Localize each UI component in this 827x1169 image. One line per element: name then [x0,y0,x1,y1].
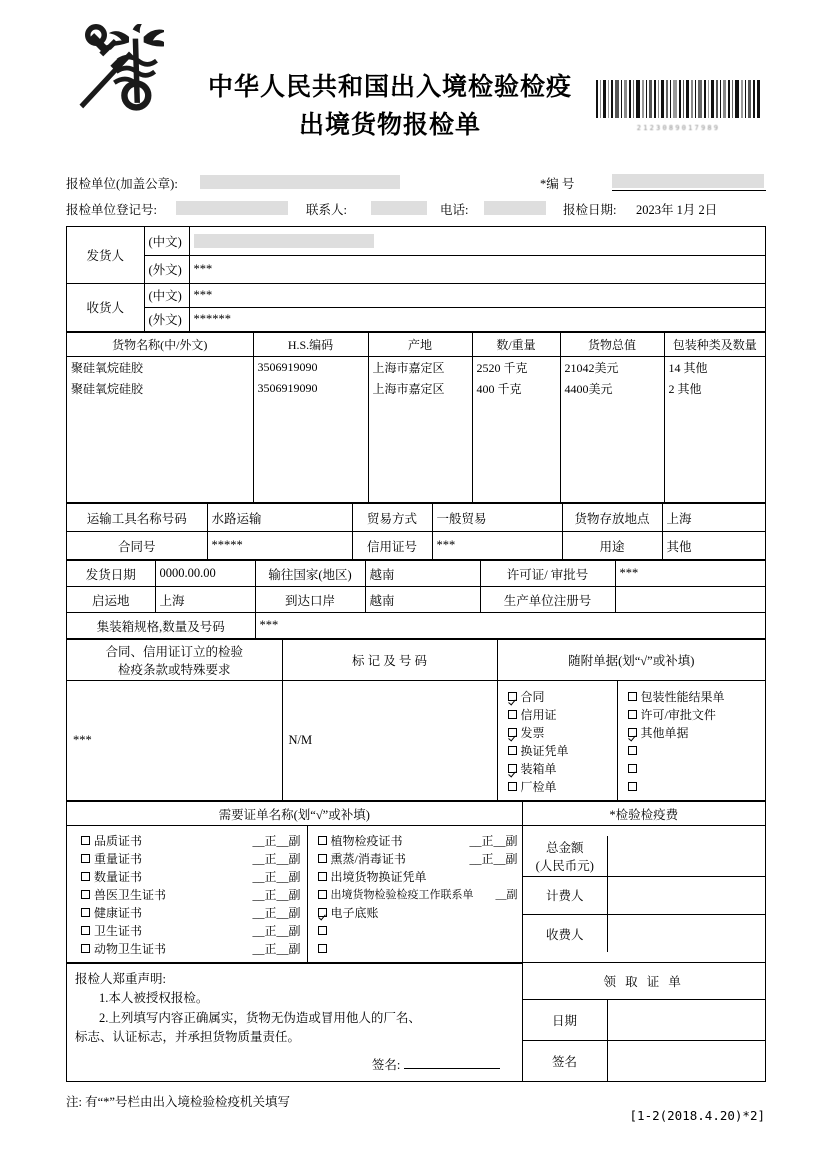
checkbox-factory-inspection[interactable] [508,782,517,791]
certificates-right [307,826,522,963]
marks-value: N/M [282,681,497,801]
checkbox-item[interactable]: 包装性能结果单 [628,688,762,706]
declaration-signature-label: 签名: [371,1057,401,1072]
contact-value-redacted [371,201,427,215]
phone-label: 电话: [440,203,469,217]
checkbox-license-document[interactable] [628,710,637,719]
checkbox-item[interactable] [628,742,762,760]
goods-name: 聚硅氧烷硅胶 [67,356,253,378]
number-value-redacted [612,174,764,188]
top-fields [66,172,766,221]
checkbox-item[interactable]: 装箱单 [508,760,613,778]
consignee-cn-tag: (中文) [144,283,189,307]
checkbox-sanitary-certificate[interactable] [81,926,90,935]
checkbox-item[interactable]: 厂检单 [508,778,613,796]
checkbox-cert-blank-2[interactable] [318,944,327,953]
receipt-signature-value[interactable] [607,1040,765,1081]
barcode-number: 2123089017989 [636,124,721,132]
use-label: 用途 [562,532,662,560]
consignee-fn-tag: (外文) [144,307,189,331]
fee-calculator-value [608,876,765,914]
goods-qty: 400 千克 [472,378,560,399]
marks-header: 标 记 及 号 码 [282,640,497,681]
use-value: 其他 [662,532,765,560]
document-header [0,0,827,150]
checkbox-export-liaison-form[interactable] [318,890,327,899]
container-value: *** [255,613,765,639]
number-label: *编 号 [540,177,575,191]
checkbox-item[interactable]: 信用证 [508,706,613,724]
checkbox-item[interactable]: 动物卫生证书 __正__副 [81,939,301,957]
consignee-fn-row [67,307,765,331]
date-value: 2023年 1月 2日 [636,203,718,217]
checkbox-item[interactable]: 出境货物检验检疫工作联系单 __副 [318,885,518,903]
shipdate-row [67,561,765,587]
checkbox-item[interactable]: 换证凭单 [508,742,613,760]
goods-value: 4400美元 [560,378,664,399]
goods-hs: 3506919090 [253,356,368,378]
checkbox-quality-certificate[interactable] [81,836,90,845]
checkbox-item[interactable] [628,778,762,796]
checkbox-item[interactable]: 出境货物换证凭单 [318,867,518,885]
checkbox-item[interactable]: 健康证书 __正__副 [81,903,301,921]
checkbox-item[interactable]: 品质证书 __正__副 [81,831,301,849]
license-label: 许可证/ 审批号 [480,561,615,587]
declaration-item-1: 1.本人被授权报检。 [99,991,209,1006]
shipper-fn-row [67,255,765,283]
date-label: 报检日期: [563,203,617,217]
checkbox-item[interactable]: 卫生证书 __正__副 [81,921,301,939]
destination-value: 越南 [365,561,480,587]
attached-header: 随附单据(划“√”或补填) [497,640,765,681]
vehicle-value: 水路运输 [207,504,352,532]
vehicle-row [67,504,765,532]
consignee-label: 收货人 [67,283,144,331]
goods-hs: 3506919090 [253,378,368,399]
fee-total-label: 总金额 (人民币元) [523,836,608,877]
goods-col-hs: H.S.编码 [253,332,368,356]
goods-origin: 上海市嘉定区 [368,378,472,399]
certificates-left [67,826,307,963]
checkbox-fumigation-certificate[interactable] [318,854,327,863]
checkbox-item[interactable]: 其他单据 [628,724,762,742]
fee-calculator-row [523,876,765,914]
checkbox-blank-3[interactable] [628,782,637,791]
trade-mode-value: 一般贸易 [432,504,562,532]
goods-package: 2 其他 [664,378,765,399]
signature-line[interactable] [404,1057,500,1069]
page-title: 中华人民共和国出入境检验检疫 [207,74,572,101]
declaration-item-2-cont: 标志、认证标志，并承担货物质量责任。 [75,1030,301,1045]
checkbox-exchange-voucher[interactable] [508,746,517,755]
checkbox-item[interactable] [318,921,518,939]
checkbox-quantity-certificate[interactable] [81,872,90,881]
declaration-item-2: 2.上列填写内容正确属实，货物无伪造或冒用他人的厂名、 [99,1010,421,1025]
checkbox-health-certificate[interactable] [81,908,90,917]
shipper-cn-tag: (中文) [144,227,189,255]
consignee-fn-value: ****** [189,307,765,331]
contract-label: 合同号 [67,532,207,560]
declaration-title: 报检人郑重声明: [75,972,166,986]
applicant-value-redacted [200,175,400,189]
arrival-port-label: 到达口岸 [255,587,365,613]
page-subtitle: 出境货物报检单 [298,112,481,140]
departure-value: 上海 [155,587,255,613]
fee-collector-value [608,914,765,952]
consignee-cn-value: *** [189,283,765,307]
form-number: [1-2(2018.4.20)*2] [629,1108,765,1123]
producer-reg-value [615,587,765,613]
clauses-body-row [67,681,765,801]
checkbox-lc[interactable] [508,710,517,719]
checkbox-item[interactable]: 熏蒸/消毒证书 __正__副 [318,849,518,867]
goods-col-origin: 产地 [368,332,472,356]
goods-col-name: 货物名称(中/外文) [67,332,253,356]
checkbox-item[interactable]: 数量证书 __正__副 [81,867,301,885]
terms-value: *** [67,681,282,801]
checkbox-invoice[interactable] [508,728,517,737]
attached-docs-left [497,681,617,801]
checkbox-blank-2[interactable] [628,764,637,773]
shipper-label: 发货人 [67,227,144,283]
license-value: *** [615,561,765,587]
storage-value: 上海 [662,504,765,532]
main-form-table [66,226,766,1082]
checkbox-contract[interactable] [508,692,517,701]
lc-label: 信用证号 [352,532,432,560]
checkbox-animal-health-certificate[interactable] [81,944,90,953]
contract-row [67,532,765,560]
declaration-row [67,964,765,1000]
vehicle-label: 运输工具名称号码 [67,504,207,532]
container-row [67,613,765,639]
shipper-cn-redacted [194,234,374,248]
producer-reg-label: 生产单位注册号 [480,587,615,613]
clauses-table [67,639,765,801]
ciq-emblem-icon [72,24,164,112]
checkbox-item[interactable]: 电子底账 [318,903,518,921]
checkbox-item[interactable]: 植物检疫证书 __正__副 [318,831,518,849]
reg-no-label: 报检单位登记号: [66,203,157,217]
checkbox-blank-1[interactable] [628,746,637,755]
goods-origin: 上海市嘉定区 [368,356,472,378]
table-row [67,356,765,378]
receipt-date-label: 日期 [522,999,607,1040]
footer-note: 注: 有“*”号栏由出入境检验检疫机关填写 [66,1095,290,1109]
parties-table [67,227,765,332]
checkbox-item[interactable]: 发票 [508,724,613,742]
applicant-label: 报检单位(加盖公章): [66,177,178,191]
checkbox-item[interactable]: 兽医卫生证书 __正__副 [81,885,301,903]
checkbox-item[interactable] [628,760,762,778]
goods-col-qty: 数/重量 [472,332,560,356]
applicant-row [66,172,766,195]
lc-value: *** [432,532,562,560]
clauses-header-row [67,640,765,681]
fee-total-value [608,836,765,877]
number-underline [612,190,766,191]
reg-no-value-redacted [176,201,288,215]
arrival-port-value: 越南 [365,587,480,613]
departure-row [67,587,765,613]
fees-header: *检验检疫费 [522,802,765,826]
checkbox-item[interactable]: 重量证书 __正__副 [81,849,301,867]
terms-header: 合同、信用证订立的检验 检疫条款或特殊要求 [67,640,282,681]
receipt-date-value[interactable] [607,999,765,1040]
checkbox-phytosanitary-certificate[interactable] [318,836,327,845]
trade-mode-label: 贸易方式 [352,504,432,532]
goods-value: 21042美元 [560,356,664,378]
container-label: 集装箱规格,数量及号码 [67,613,255,639]
fee-calculator-label: 计费人 [523,876,608,914]
consignee-cn-row [67,283,765,307]
ship-date-value: 0000.00.00 [155,561,255,587]
shipper-cn-value [189,227,765,255]
certificates-header-row [67,802,765,826]
ship-date-label: 发货日期 [67,561,155,587]
checkbox-packing-list[interactable] [508,764,517,773]
goods-table [67,332,765,504]
attached-docs-right [617,681,765,801]
shipper-fn-tag: (外文) [144,255,189,283]
checkbox-export-exchange-voucher[interactable] [318,872,327,881]
goods-col-package: 包装种类及数量 [664,332,765,356]
checkbox-other-documents[interactable] [628,728,637,737]
contact-label: 联系人: [306,203,347,217]
contract-value: ***** [207,532,352,560]
fee-collector-row [523,914,765,952]
barcode [596,80,761,132]
goods-package: 14 其他 [664,356,765,378]
shipper-fn-value: *** [189,255,765,283]
certificates-header: 需要证单名称(划“√”或补填) [67,802,522,826]
title-block [180,72,600,143]
storage-label: 货物存放地点 [562,504,662,532]
routing-table [67,560,765,639]
checkbox-weight-certificate[interactable] [81,854,90,863]
certificates-fees-table [67,801,765,963]
declaration-table [67,963,765,1081]
goods-header-row [67,332,765,356]
goods-col-value: 货物总值 [560,332,664,356]
departure-label: 启运地 [67,587,155,613]
checkbox-electronic-ledger[interactable] [318,908,327,917]
checkbox-cert-blank-1[interactable] [318,926,327,935]
checkbox-packaging-performance[interactable] [628,692,637,701]
transport-table [67,503,765,560]
declaration-text [67,964,522,1081]
fee-collector-label: 收费人 [523,914,608,952]
receipt-header: 领 取 证 单 [522,964,765,1000]
goods-filler-row [67,399,765,503]
fee-total-row [523,836,765,877]
phone-value-redacted [484,201,546,215]
table-row [67,378,765,399]
fees-cell [522,826,765,963]
checkbox-veterinary-certificate[interactable] [81,890,90,899]
receipt-signature-label: 签名 [522,1040,607,1081]
goods-name: 聚硅氧烷硅胶 [67,378,253,399]
registration-row [66,198,766,221]
checkbox-item[interactable]: 合同 [508,688,613,706]
checkbox-item[interactable]: 许可/审批文件 [628,706,762,724]
shipper-cn-row [67,227,765,255]
destination-label: 输往国家(地区) [255,561,365,587]
checkbox-item[interactable] [318,939,518,957]
goods-qty: 2520 千克 [472,356,560,378]
certificates-body-row [67,826,765,963]
